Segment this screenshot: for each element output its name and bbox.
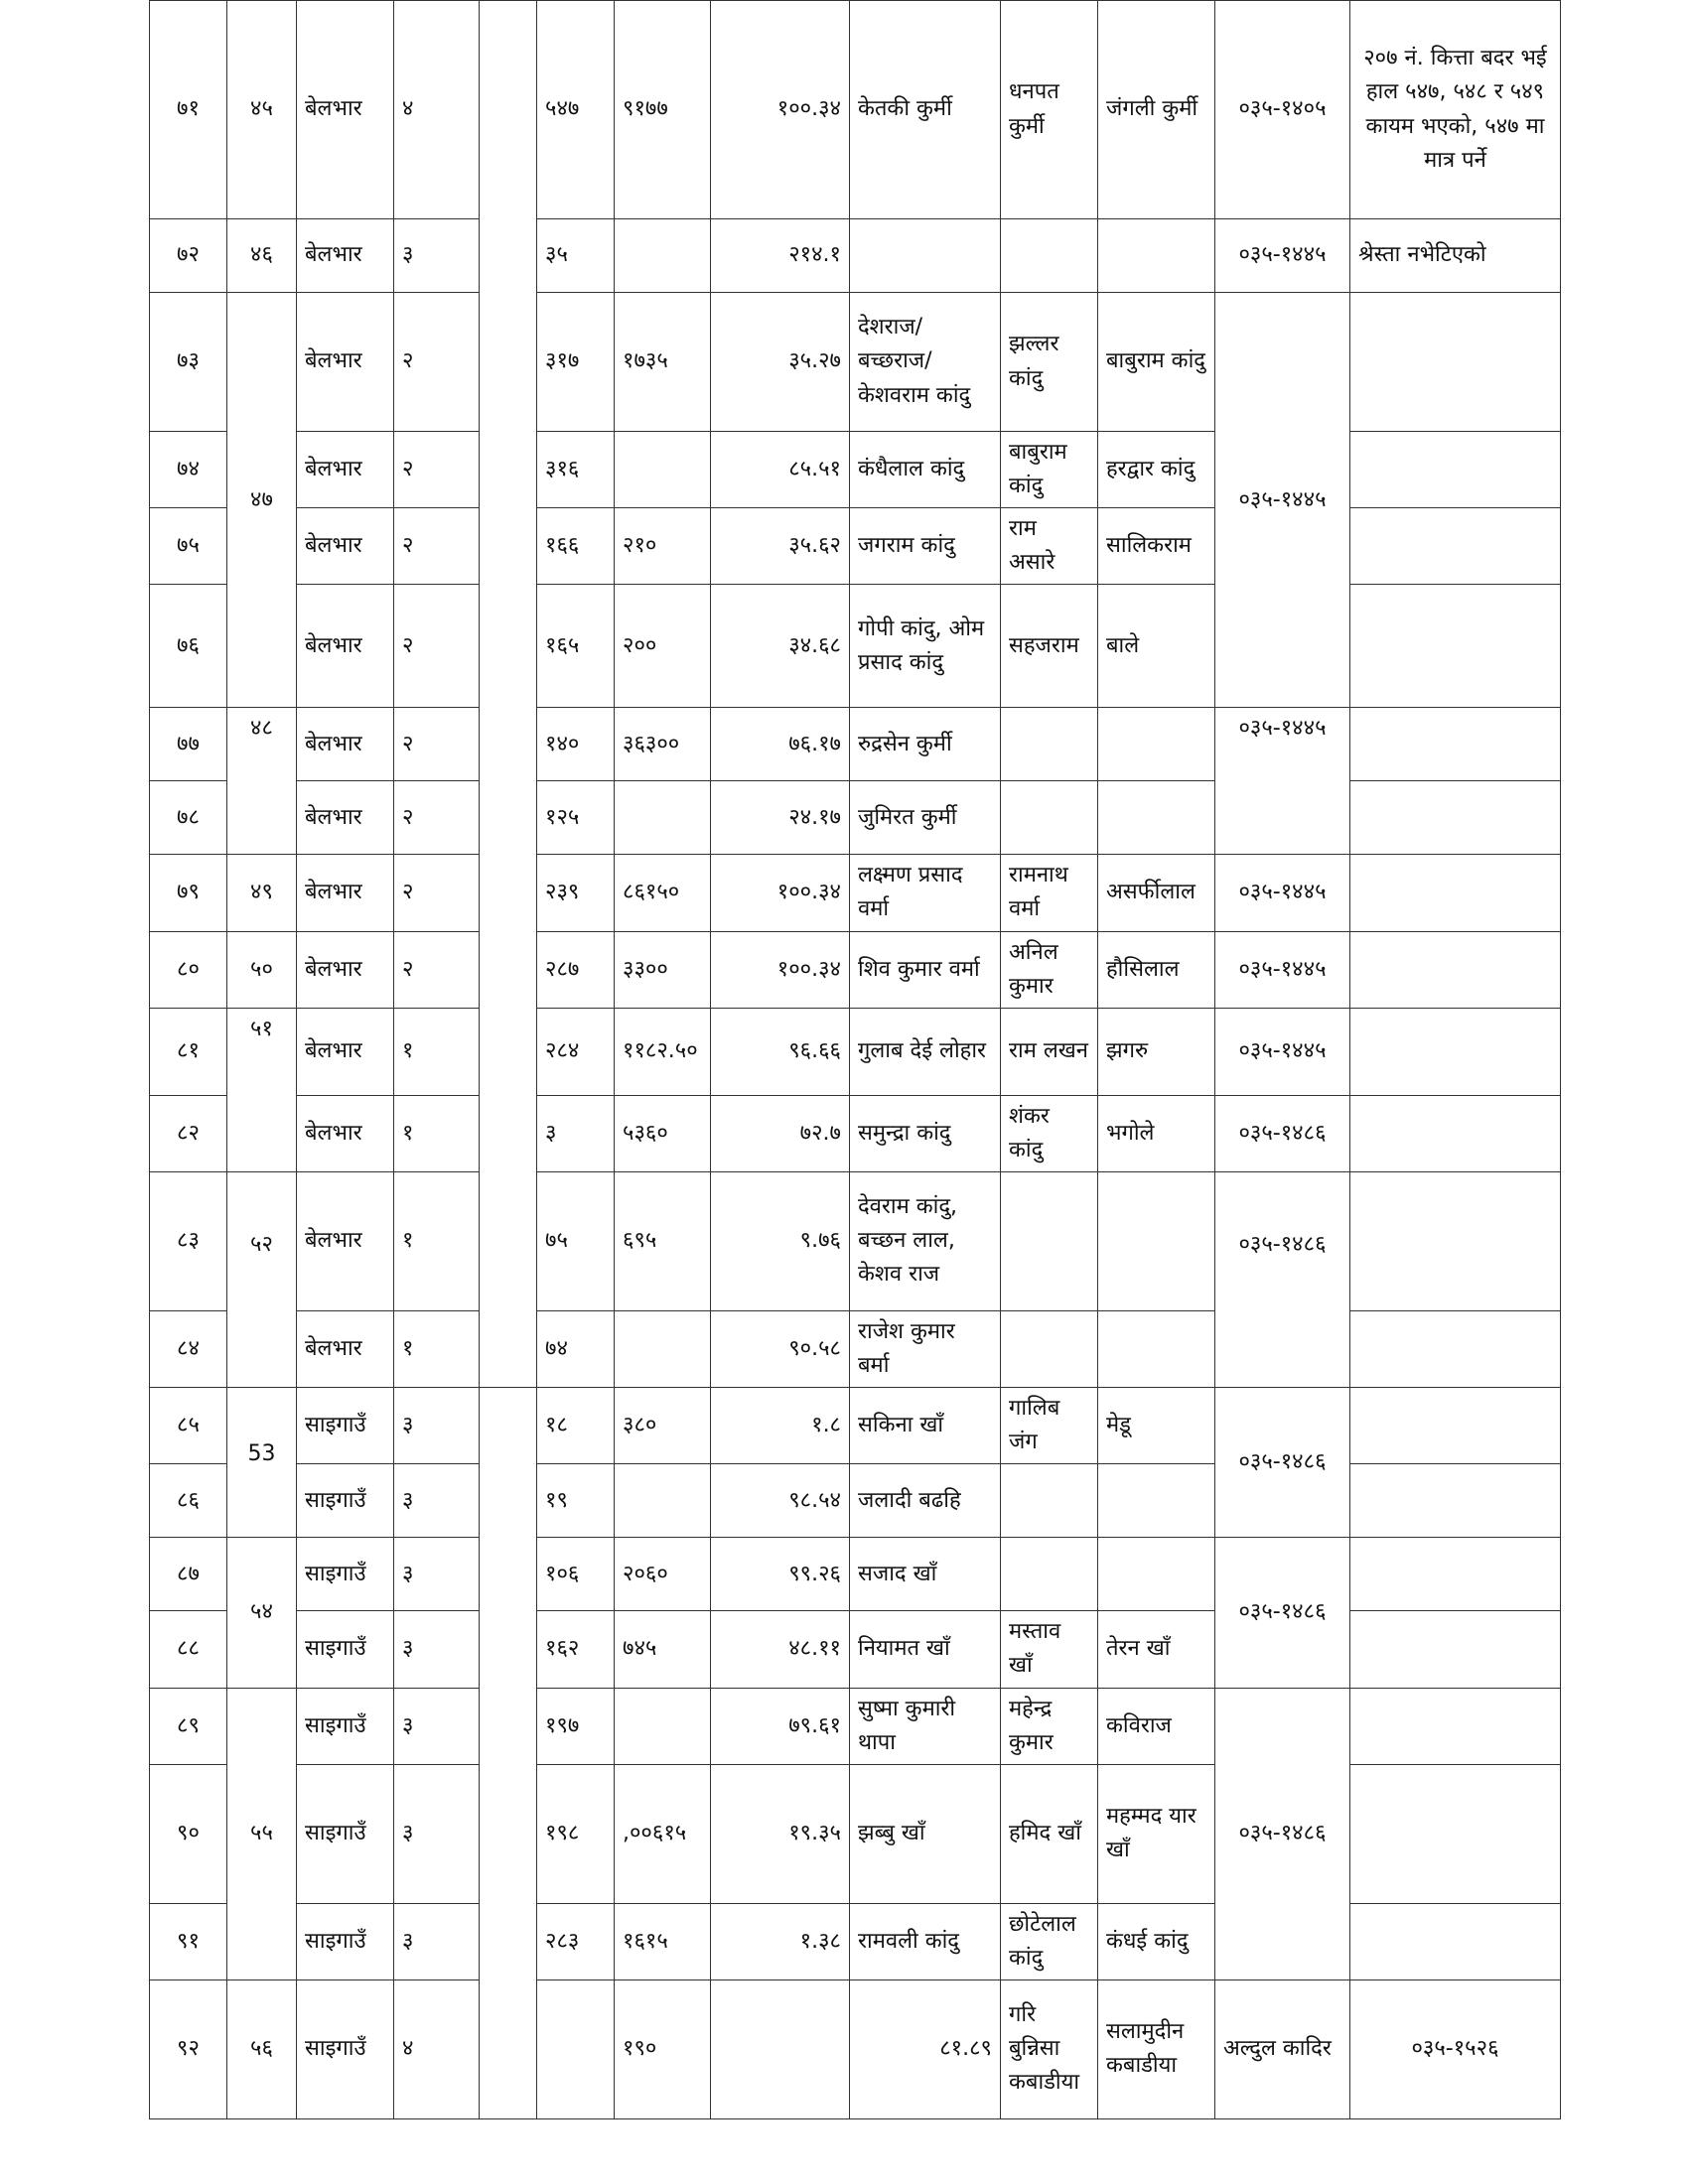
table-row bbox=[150, 1979, 1561, 2118]
owner-cell: गुलाब देई लोहार bbox=[850, 1008, 1001, 1095]
table-row bbox=[150, 931, 1561, 1008]
kitta-cell: १९ bbox=[537, 1464, 615, 1538]
place-cell: साइगाउँ bbox=[297, 1538, 394, 1611]
grandfather-cell: महम्मद यार खाँ bbox=[1098, 1764, 1215, 1903]
area-cell: १००.३४ bbox=[711, 855, 850, 931]
note-cell bbox=[1350, 1008, 1561, 1095]
serial-cell: ७३ bbox=[150, 293, 227, 432]
kitta-cell: १९८ bbox=[537, 1764, 615, 1903]
owner-cell: गोपी कांदु, ओम प्रसाद कांदु bbox=[850, 585, 1001, 708]
code-cell: ०३५-१४४५ bbox=[1215, 293, 1350, 708]
grandfather-cell bbox=[1098, 1538, 1215, 1611]
table-row bbox=[150, 293, 1561, 432]
note-cell bbox=[1350, 931, 1561, 1008]
serial-cell: ७६ bbox=[150, 585, 227, 708]
value-cell: ८६१५० bbox=[615, 855, 711, 931]
value-cell bbox=[615, 1464, 711, 1538]
value-cell: ,००६१५ bbox=[615, 1764, 711, 1903]
serial-cell: ९१ bbox=[150, 1903, 227, 1979]
ward-cell: ३ bbox=[394, 1688, 480, 1764]
area-cell: ४८.११ bbox=[711, 1611, 850, 1688]
grandfather-cell bbox=[1098, 781, 1215, 855]
kitta-cell: ३१७ bbox=[537, 293, 615, 432]
value-cell bbox=[615, 781, 711, 855]
grandfather-cell: बाबुराम कांदु bbox=[1098, 293, 1215, 432]
area-cell: ३४.६८ bbox=[711, 585, 850, 708]
place-cell: साइगाउँ bbox=[297, 1388, 394, 1464]
value-cell: २०० bbox=[615, 585, 711, 708]
serial-cell: ८५ bbox=[150, 1388, 227, 1464]
grandfather-cell: झगरु bbox=[1098, 1008, 1215, 1095]
value-cell: ३८० bbox=[615, 1388, 711, 1464]
kitta-cell: १६५ bbox=[537, 585, 615, 708]
municipality-cell bbox=[480, 1388, 537, 2119]
land-records-table bbox=[149, 0, 1561, 2119]
owner-cell bbox=[850, 219, 1001, 293]
place-cell: बेलभार bbox=[297, 293, 394, 432]
kitta-cell: ३ bbox=[537, 1095, 615, 1171]
note-cell bbox=[1350, 708, 1561, 781]
area-cell: ७९.६१ bbox=[711, 1688, 850, 1764]
area-cell: ८१.८९ bbox=[850, 1979, 1001, 2118]
grandfather-cell: कंधई कांदु bbox=[1098, 1903, 1215, 1979]
owner-cell: सकिना खाँ bbox=[850, 1388, 1001, 1464]
area-cell: १००.३४ bbox=[711, 1, 850, 219]
grandfather-cell bbox=[1098, 1310, 1215, 1387]
serial-cell: ८३ bbox=[150, 1171, 227, 1310]
owner-cell: देशराज/बच्छराज/केशवराम कांदु bbox=[850, 293, 1001, 432]
kitta-cell: १९० bbox=[615, 1979, 711, 2118]
municipality-cell-blank bbox=[480, 1, 537, 1388]
place-cell: बेलभार bbox=[297, 708, 394, 781]
group-cell: 53 bbox=[227, 1388, 297, 1538]
father-cell: गालिब जंग bbox=[1001, 1388, 1098, 1464]
area-cell: १९.३५ bbox=[711, 1764, 850, 1903]
ward-cell: ३ bbox=[394, 1764, 480, 1903]
owner-cell: केतकी कुर्मी bbox=[850, 1, 1001, 219]
code-cell: ०३५-१४४५ bbox=[1215, 931, 1350, 1008]
area-cell: ८५.५१ bbox=[711, 432, 850, 508]
father-cell: छोटेलाल कांदु bbox=[1001, 1903, 1098, 1979]
note-cell bbox=[1350, 1764, 1561, 1903]
note-cell: श्रेस्ता नभेटिएको bbox=[1350, 219, 1561, 293]
owner-cell: समुन्द्रा कांदु bbox=[850, 1095, 1001, 1171]
table-row bbox=[150, 1, 1561, 219]
kitta-cell: ३५ bbox=[537, 219, 615, 293]
father-cell: बाबुराम कांदु bbox=[1001, 432, 1098, 508]
serial-cell: ७८ bbox=[150, 781, 227, 855]
value-cell: २०६० bbox=[615, 1538, 711, 1611]
note-cell bbox=[1350, 1611, 1561, 1688]
area-cell: १.३८ bbox=[711, 1903, 850, 1979]
place-cell: बेलभार bbox=[297, 219, 394, 293]
ward-cell: २ bbox=[394, 508, 480, 585]
place-cell: बेलभार bbox=[297, 931, 394, 1008]
kitta-cell: १९७ bbox=[537, 1688, 615, 1764]
owner-cell: लक्ष्मण प्रसाद वर्मा bbox=[850, 855, 1001, 931]
grandfather-cell: मेडू bbox=[1098, 1388, 1215, 1464]
father-cell bbox=[1001, 1538, 1098, 1611]
father-cell: शंकर कांदु bbox=[1001, 1095, 1098, 1171]
note-cell: २०७ नं. कित्ता बदर भई हाल ५४७, ५४८ र ५४९ कायम भएको, ५४७ मा मात्र पर्ने bbox=[1350, 1, 1561, 219]
place-cell: बेलभार bbox=[297, 855, 394, 931]
grandfather-cell bbox=[1098, 219, 1215, 293]
owner-cell: रामवली कांदु bbox=[850, 1903, 1001, 1979]
serial-cell: ९० bbox=[150, 1764, 227, 1903]
code-cell: ०३५-१४८६ bbox=[1215, 1688, 1350, 1979]
father-cell bbox=[1001, 1171, 1098, 1310]
note-cell bbox=[1350, 1388, 1561, 1464]
grandfather-cell: तेरन खाँ bbox=[1098, 1611, 1215, 1688]
value-cell: ७४५ bbox=[615, 1611, 711, 1688]
group-cell: ४८ bbox=[227, 708, 297, 855]
ward-cell: २ bbox=[394, 293, 480, 432]
area-cell: ९९.२६ bbox=[711, 1538, 850, 1611]
owner-cell: गरि बुन्निसा कबाडीया bbox=[1001, 1979, 1098, 2118]
kitta-cell: १६६ bbox=[537, 508, 615, 585]
note-cell bbox=[1350, 1464, 1561, 1538]
grandfather-cell bbox=[1098, 1171, 1215, 1310]
group-cell: ४९ bbox=[227, 855, 297, 931]
owner-cell: झब्बु खाँ bbox=[850, 1764, 1001, 1903]
value-cell bbox=[615, 1688, 711, 1764]
kitta-cell: ७४ bbox=[537, 1310, 615, 1387]
serial-cell: ७४ bbox=[150, 432, 227, 508]
ward-cell: २ bbox=[394, 585, 480, 708]
value-cell: ९१७७ bbox=[615, 1, 711, 219]
note-cell bbox=[1350, 1903, 1561, 1979]
ward-cell: ३ bbox=[394, 1464, 480, 1538]
serial-cell: ८७ bbox=[150, 1538, 227, 1611]
owner-cell: जुमिरत कुर्मी bbox=[850, 781, 1001, 855]
kitta-cell: १६२ bbox=[537, 1611, 615, 1688]
father-cell: महेन्द्र कुमार bbox=[1001, 1688, 1098, 1764]
note-cell bbox=[1350, 293, 1561, 432]
kitta-cell: २८४ bbox=[537, 1008, 615, 1095]
code-cell: ०३५-१४८६ bbox=[1215, 1538, 1350, 1688]
owner-cell: नियामत खाँ bbox=[850, 1611, 1001, 1688]
grandfather-cell bbox=[1098, 708, 1215, 781]
value-cell bbox=[615, 432, 711, 508]
owner-cell: कंधैलाल कांदु bbox=[850, 432, 1001, 508]
grandfather-cell: हौसिलाल bbox=[1098, 931, 1215, 1008]
kitta-cell: १०६ bbox=[537, 1538, 615, 1611]
group-cell: ५४ bbox=[227, 1538, 297, 1688]
grandfather-cell: हरद्वार कांदु bbox=[1098, 432, 1215, 508]
ward-cell: २ bbox=[394, 432, 480, 508]
code-cell: ०३५-१४८६ bbox=[1215, 1388, 1350, 1538]
table-row bbox=[150, 855, 1561, 931]
place-cell: साइगाउँ bbox=[297, 1903, 394, 1979]
code-cell: ०३५-१५२६ bbox=[1350, 1979, 1561, 2118]
serial-cell: ७२ bbox=[150, 219, 227, 293]
area-cell: ९०.५८ bbox=[711, 1310, 850, 1387]
father-cell bbox=[1001, 1464, 1098, 1538]
kitta-cell: १८ bbox=[537, 1388, 615, 1464]
table-row bbox=[150, 1171, 1561, 1310]
owner-cell: सजाद खाँ bbox=[850, 1538, 1001, 1611]
area-cell: ७६.१७ bbox=[711, 708, 850, 781]
kitta-cell: १२५ bbox=[537, 781, 615, 855]
owner-cell: जगराम कांदु bbox=[850, 508, 1001, 585]
note-cell bbox=[1350, 781, 1561, 855]
place-cell: साइगाउँ bbox=[297, 1764, 394, 1903]
value-cell: २१० bbox=[615, 508, 711, 585]
value-cell: ११८२.५० bbox=[615, 1008, 711, 1095]
father-cell: राम लखन bbox=[1001, 1008, 1098, 1095]
kitta-cell: १४० bbox=[537, 708, 615, 781]
value-cell: ६९५ bbox=[615, 1171, 711, 1310]
grandfather-cell: भगोले bbox=[1098, 1095, 1215, 1171]
value-cell: १६१५ bbox=[615, 1903, 711, 1979]
place-cell: बेलभार bbox=[297, 1310, 394, 1387]
note-cell bbox=[1350, 432, 1561, 508]
area-cell: ९.७६ bbox=[711, 1171, 850, 1310]
grandfather-cell: सालिकराम bbox=[1098, 508, 1215, 585]
value-cell: ५३६० bbox=[615, 1095, 711, 1171]
ward-cell: २ bbox=[394, 931, 480, 1008]
owner-cell: देवराम कांदु, बच्छन लाल, केशव राज bbox=[850, 1171, 1001, 1310]
ward-cell: ३ bbox=[394, 219, 480, 293]
note-cell bbox=[1350, 1171, 1561, 1310]
owner-cell: सुष्मा कुमारी थापा bbox=[850, 1688, 1001, 1764]
note-cell bbox=[1350, 1688, 1561, 1764]
father-cell bbox=[1001, 219, 1098, 293]
serial-cell: ८२ bbox=[150, 1095, 227, 1171]
serial-cell: ७९ bbox=[150, 855, 227, 931]
place-cell: बेलभार bbox=[297, 1008, 394, 1095]
note-cell bbox=[1350, 508, 1561, 585]
area-cell: १००.३४ bbox=[711, 931, 850, 1008]
table-row bbox=[150, 1095, 1561, 1171]
serial-cell: ७१ bbox=[150, 1, 227, 219]
father-cell: सहजराम bbox=[1001, 585, 1098, 708]
father-cell: झल्लर कांदु bbox=[1001, 293, 1098, 432]
father-cell: राम असारे bbox=[1001, 508, 1098, 585]
father-cell bbox=[1001, 1310, 1098, 1387]
grandfather-cell: कविराज bbox=[1098, 1688, 1215, 1764]
group-cell: ४६ bbox=[227, 219, 297, 293]
table-row bbox=[150, 1688, 1561, 1764]
serial-cell: ७७ bbox=[150, 708, 227, 781]
father-cell: मस्ताव खाँ bbox=[1001, 1611, 1098, 1688]
father-cell: सलामुदीन कबाडीया bbox=[1098, 1979, 1215, 2118]
father-cell bbox=[1001, 781, 1098, 855]
note-cell bbox=[1350, 1538, 1561, 1611]
area-cell: ३५.२७ bbox=[711, 293, 850, 432]
serial-cell: ९२ bbox=[150, 1979, 227, 2118]
grandfather-cell bbox=[1098, 1464, 1215, 1538]
area-cell: ९८.५४ bbox=[711, 1464, 850, 1538]
father-cell: धनपत कुर्मी bbox=[1001, 1, 1098, 219]
father-cell: रामनाथ वर्मा bbox=[1001, 855, 1098, 931]
kitta-cell: २३९ bbox=[537, 855, 615, 931]
ward-cell: ४ bbox=[394, 1979, 480, 2118]
area-cell: २४.१७ bbox=[711, 781, 850, 855]
note-cell bbox=[1350, 1095, 1561, 1171]
area-cell: ९६.६६ bbox=[711, 1008, 850, 1095]
code-cell: ०३५-१४४५ bbox=[1215, 219, 1350, 293]
table-row bbox=[150, 1388, 1561, 1464]
grandfather-cell: अल्दुल कादिर bbox=[1215, 1979, 1350, 2118]
group-cell: ५० bbox=[227, 931, 297, 1008]
value-cell bbox=[615, 219, 711, 293]
place-cell: बेलभार bbox=[297, 508, 394, 585]
code-cell: ०३५-१४८६ bbox=[1215, 1171, 1350, 1387]
kitta-cell: ३१६ bbox=[537, 432, 615, 508]
group-cell: ५६ bbox=[227, 1979, 297, 2118]
group-cell: ५५ bbox=[227, 1688, 297, 1979]
place-cell: साइगाउँ bbox=[297, 1464, 394, 1538]
note-cell bbox=[1350, 1310, 1561, 1387]
grandfather-cell: जंगली कुर्मी bbox=[1098, 1, 1215, 219]
ward-cell: ३ bbox=[394, 1538, 480, 1611]
serial-cell: ८१ bbox=[150, 1008, 227, 1095]
ward-cell: २ bbox=[394, 708, 480, 781]
serial-cell: ८० bbox=[150, 931, 227, 1008]
group-cell: ४५ bbox=[227, 1, 297, 219]
ward-cell: ३ bbox=[394, 1611, 480, 1688]
father-cell: हमिद खाँ bbox=[1001, 1764, 1098, 1903]
ward-cell: १ bbox=[394, 1171, 480, 1310]
area-cell: ३५.६२ bbox=[711, 508, 850, 585]
grandfather-cell: असर्फीलाल bbox=[1098, 855, 1215, 931]
serial-cell: ८४ bbox=[150, 1310, 227, 1387]
code-cell: ०३५-१४४५ bbox=[1215, 1008, 1350, 1095]
place-cell: बेलभार bbox=[297, 432, 394, 508]
owner-cell: रुद्रसेन कुर्मी bbox=[850, 708, 1001, 781]
value-cell bbox=[615, 1310, 711, 1387]
table-row bbox=[150, 219, 1561, 293]
kitta-cell: ५४७ bbox=[537, 1, 615, 219]
table-row bbox=[150, 1008, 1561, 1095]
kitta-cell: २८७ bbox=[537, 931, 615, 1008]
ward-cell: १ bbox=[394, 1095, 480, 1171]
father-cell: अनिल कुमार bbox=[1001, 931, 1098, 1008]
place-cell: साइगाउँ bbox=[297, 1611, 394, 1688]
kitta-cell: ७५ bbox=[537, 1171, 615, 1310]
owner-cell: शिव कुमार वर्मा bbox=[850, 931, 1001, 1008]
serial-cell: ७५ bbox=[150, 508, 227, 585]
municipality-cell-blank bbox=[537, 1979, 615, 2118]
area-cell: ७२.७ bbox=[711, 1095, 850, 1171]
group-cell: ५२ bbox=[227, 1171, 297, 1387]
place-cell: बेलभार bbox=[297, 1171, 394, 1310]
code-cell: ०३५-१४०५ bbox=[1215, 1, 1350, 219]
code-cell: ०३५-१४८६ bbox=[1215, 1095, 1350, 1171]
ward-cell: १ bbox=[394, 1008, 480, 1095]
serial-cell: ८८ bbox=[150, 1611, 227, 1688]
kitta-cell: २८३ bbox=[537, 1903, 615, 1979]
note-cell bbox=[1350, 585, 1561, 708]
place-cell: बेलभार bbox=[297, 781, 394, 855]
group-cell: ४७ bbox=[227, 293, 297, 708]
code-cell: ०३५-१४४५ bbox=[1215, 855, 1350, 931]
grandfather-cell: बाले bbox=[1098, 585, 1215, 708]
value-cell: ३३०० bbox=[615, 931, 711, 1008]
code-cell: ०३५-१४४५ bbox=[1215, 708, 1350, 855]
value-cell bbox=[711, 1979, 850, 2118]
ward-cell: ३ bbox=[394, 1388, 480, 1464]
ward-cell: १ bbox=[394, 1310, 480, 1387]
place-cell: साइगाउँ bbox=[297, 1688, 394, 1764]
owner-cell: राजेश कुमार बर्मा bbox=[850, 1310, 1001, 1387]
ward-cell: ४ bbox=[394, 1, 480, 219]
table-row bbox=[150, 708, 1561, 781]
ward-cell: ३ bbox=[394, 1903, 480, 1979]
ward-cell: २ bbox=[394, 855, 480, 931]
value-cell: ३६३०० bbox=[615, 708, 711, 781]
place-cell: बेलभार bbox=[297, 1, 394, 219]
value-cell: १७३५ bbox=[615, 293, 711, 432]
place-cell: साइगाउँ bbox=[297, 1979, 394, 2118]
note-cell bbox=[1350, 855, 1561, 931]
table-row bbox=[150, 1538, 1561, 1611]
serial-cell: ८९ bbox=[150, 1688, 227, 1764]
owner-cell: जलादी बढहि bbox=[850, 1464, 1001, 1538]
father-cell bbox=[1001, 708, 1098, 781]
ward-cell: २ bbox=[394, 781, 480, 855]
area-cell: १.८ bbox=[711, 1388, 850, 1464]
group-cell: ५१ bbox=[227, 1008, 297, 1171]
serial-cell: ८६ bbox=[150, 1464, 227, 1538]
place-cell: बेलभार bbox=[297, 1095, 394, 1171]
place-cell: बेलभार bbox=[297, 585, 394, 708]
area-cell: २१४.१ bbox=[711, 219, 850, 293]
